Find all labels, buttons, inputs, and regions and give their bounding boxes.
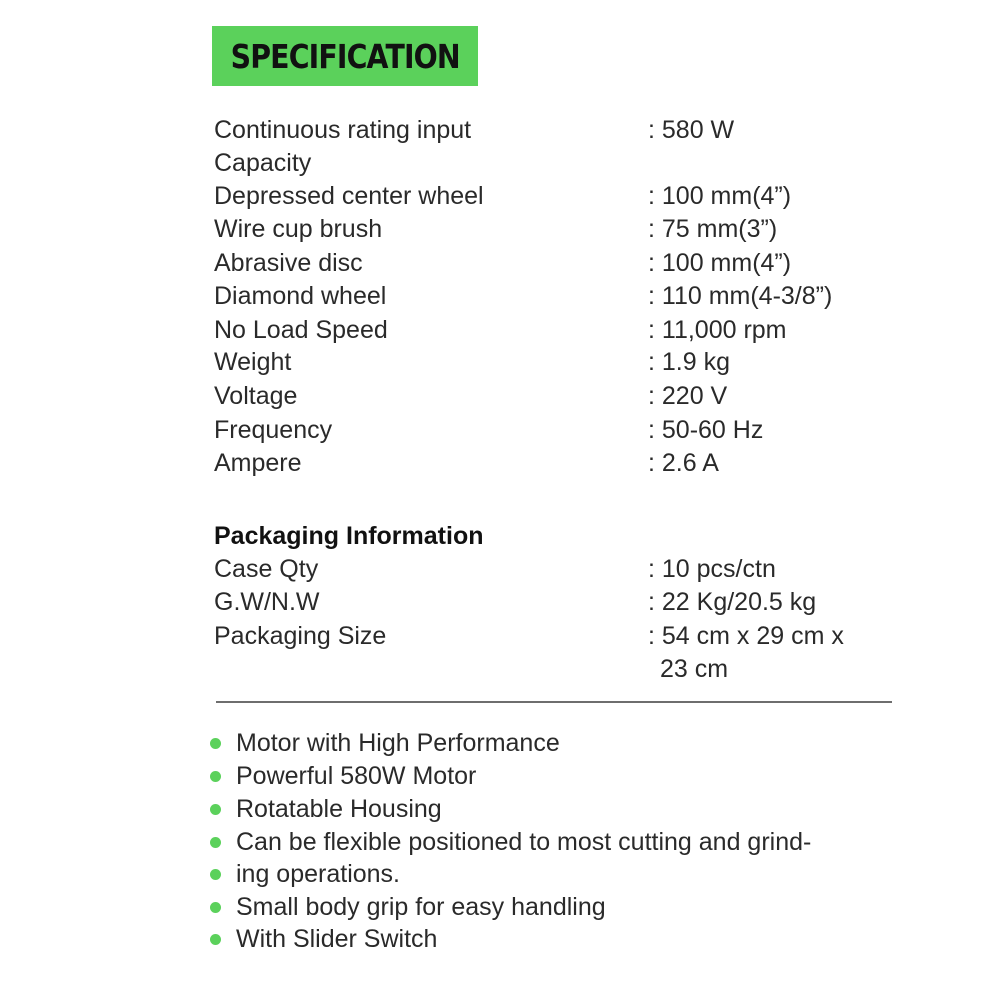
spec-value: : 580 W (648, 116, 735, 144)
packaging-label: Packaging Size (214, 622, 387, 650)
specification-title: SPECIFICATION (230, 36, 460, 76)
spec-value: : 11,000 rpm (648, 316, 787, 344)
bullet-icon (210, 869, 221, 880)
feature-text: With Slider Switch (236, 925, 438, 953)
feature-text: Can be flexible positioned to most cutting and grind- (236, 828, 812, 856)
spec-value: : 50-60 Hz (648, 416, 764, 444)
bullet-icon (210, 837, 221, 848)
spec-label: Diamond wheel (214, 282, 387, 310)
spec-value: : 1.9 kg (648, 348, 730, 376)
spec-label: Ampere (214, 449, 302, 477)
bullet-icon (210, 738, 221, 749)
spec-value: : 2.6 A (648, 449, 719, 477)
spec-value: : 220 V (648, 382, 728, 410)
section-divider (216, 701, 892, 703)
packaging-label: G.W/N.W (214, 588, 320, 616)
specification-badge (212, 26, 478, 86)
spec-label: Capacity (214, 149, 312, 177)
spec-label: Weight (214, 348, 292, 376)
spec-value: : 100 mm(4”) (648, 182, 792, 210)
bullet-icon (210, 804, 221, 815)
packaging-label: Case Qty (214, 555, 319, 583)
spec-label: Continuous rating input (214, 116, 472, 144)
bullet-icon (210, 771, 221, 782)
packaging-value-continued: 23 cm (660, 655, 729, 683)
feature-text: Small body grip for easy handling (236, 893, 606, 921)
feature-text: ing operations. (236, 860, 401, 888)
bullet-icon (210, 902, 221, 913)
packaging-value: : 22 Kg/20.5 kg (648, 588, 817, 616)
packaging-heading: Packaging Information (214, 522, 484, 550)
packaging-value: : 10 pcs/ctn (648, 555, 776, 583)
spec-value: : 100 mm(4”) (648, 249, 792, 277)
spec-value: : 110 mm(4-3/8”) (648, 282, 833, 310)
feature-text: Motor with High Performance (236, 729, 560, 757)
feature-text: Rotatable Housing (236, 795, 442, 823)
spec-label: Abrasive disc (214, 249, 363, 277)
spec-label: Depressed center wheel (214, 182, 484, 210)
spec-label: Voltage (214, 382, 298, 410)
feature-text: Powerful 580W Motor (236, 762, 477, 790)
spec-label: Wire cup brush (214, 215, 383, 243)
spec-label: No Load Speed (214, 316, 388, 344)
packaging-value: : 54 cm x 29 cm x (648, 622, 844, 650)
bullet-icon (210, 934, 221, 945)
spec-label: Frequency (214, 416, 333, 444)
spec-value: : 75 mm(3”) (648, 215, 778, 243)
